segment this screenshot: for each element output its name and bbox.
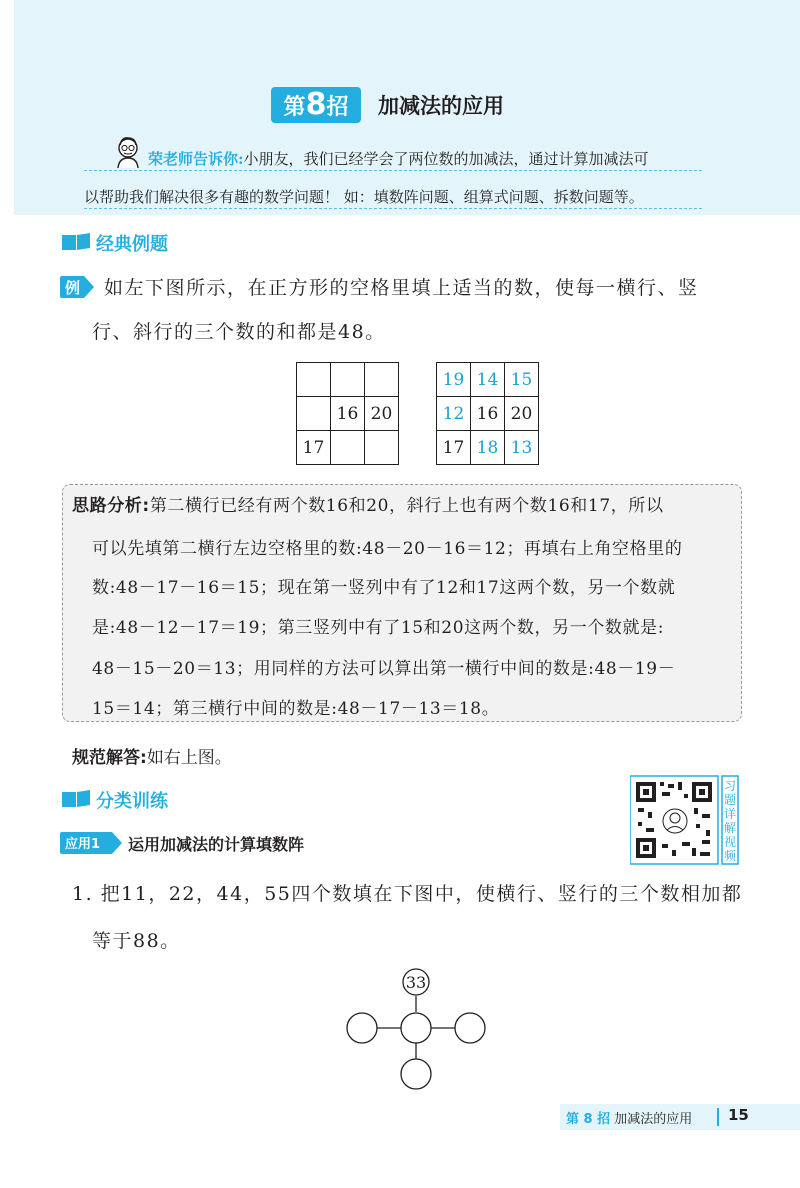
analysis-box: [62, 484, 742, 722]
teacher-avatar-icon: [110, 133, 146, 169]
qr-code-icon[interactable]: [630, 774, 740, 866]
answer-label: 规范解答:: [72, 748, 147, 768]
grid-cell: [331, 431, 365, 465]
section-title-examples: 经典例题: [96, 234, 168, 255]
tip-text-1: 小朋友，我们已经学会了两位数的加减法，通过计算加减法可: [243, 150, 649, 168]
footer-divider: [717, 1108, 719, 1126]
question-1-line-1: 1. 把11，22，44，55四个数填在下图中，使横行、竖行的三个数相加都: [72, 883, 743, 905]
title-badge: 第8招: [271, 87, 361, 123]
grid-cell: 13: [505, 431, 539, 465]
example-badge: [60, 276, 94, 298]
circle-bottom: [401, 1059, 431, 1089]
application-title: 运用加减法的计算填数阵: [128, 835, 305, 854]
magic-square-solved: [436, 362, 539, 465]
grid-cell: 17: [437, 431, 471, 465]
grid-cell: [365, 363, 399, 397]
book-icon: [60, 789, 96, 809]
qr-caption-char: 习: [723, 779, 737, 793]
analysis-line-5: 48－15－20＝13；用同样的方法可以算出第一横行中间的数是:48－19－: [92, 659, 676, 679]
footer-chapter-label: 第 8 招 加减法的应用: [566, 1112, 693, 1127]
question-1-line-2: 等于88。: [92, 930, 181, 952]
grid-cell: 17: [297, 431, 331, 465]
application-badge: [60, 832, 122, 854]
grid-cell: [365, 431, 399, 465]
magic-square-blank: [296, 362, 399, 465]
grid-cell: [331, 363, 365, 397]
grid-row: [437, 397, 539, 431]
qr-caption: [724, 779, 737, 863]
grid-cell: 18: [471, 431, 505, 465]
circle-center: [401, 1013, 431, 1043]
standard-answer: [72, 743, 232, 768]
grid-cell: 16: [331, 397, 365, 431]
section-title-training: 分类训练: [96, 791, 168, 812]
grid-cell: 20: [365, 397, 399, 431]
analysis-line-1: 思路分析:第二横行已经有两个数16和20，斜行上也有两个数16和17，所以: [72, 496, 664, 516]
grid-cell: 12: [437, 397, 471, 431]
grid-row: [297, 397, 399, 431]
qr-caption-char: 解: [723, 821, 737, 835]
example-badge-label: 例: [65, 279, 81, 297]
grid-cell: 19: [437, 363, 471, 397]
circle-right: [455, 1013, 485, 1043]
grid-cell: [297, 363, 331, 397]
grid-cell: 15: [505, 363, 539, 397]
qr-caption-char: 频: [723, 849, 737, 863]
page-number: 15: [728, 1106, 749, 1124]
dotted-rule: [84, 170, 702, 171]
grid-cell: 14: [471, 363, 505, 397]
application-badge-label: 应用1: [65, 837, 101, 852]
qr-caption-char: 详: [723, 807, 737, 821]
grid-row: [297, 363, 399, 397]
grid-row: [437, 431, 539, 465]
qr-caption-char: 视: [723, 835, 737, 849]
page-title: 加减法的应用: [378, 94, 504, 118]
analysis-line-3: 数:48－17－16＝15；现在第一竖列中有了12和17这两个数，另一个数就: [92, 578, 676, 598]
tip-line-1: [148, 148, 649, 169]
grid-cell: 20: [505, 397, 539, 431]
grid-row: [437, 363, 539, 397]
circle-left: [347, 1013, 377, 1043]
given-number: 33: [405, 973, 427, 992]
grid-row: [297, 431, 399, 465]
grid-cell: [297, 397, 331, 431]
grid-cell: 16: [471, 397, 505, 431]
tip-label: 荣老师告诉你:: [148, 150, 244, 168]
answer-text: 如右上图。: [146, 748, 232, 768]
analysis-line-2: 可以先填第二横行左边空格里的数:48－20－16＝12；再填右上角空格里的: [92, 539, 683, 559]
analysis-line-4: 是:48－12－17＝19；第三竖列中有了15和20这两个数，另一个数就是:: [92, 618, 665, 638]
dotted-rule: [84, 208, 702, 209]
analysis-label: 思路分析:: [72, 496, 150, 516]
book-icon: [60, 232, 96, 252]
analysis-line-6: 15＝14；第三横行中间的数是:48－17－13＝18。: [92, 699, 500, 719]
number-circle-diagram: [340, 962, 490, 1092]
example-text-line-1: 如左下图所示，在正方形的空格里填上适当的数，使每一横行、竖: [104, 277, 699, 299]
example-text-line-2: 行、斜行的三个数的和都是48。: [92, 321, 386, 343]
qr-caption-char: 题: [723, 793, 737, 807]
tip-line-2: 以帮助我们解决很多有趣的数学问题！ 如：填数阵问题、组算式问题、拆数问题等。: [84, 188, 644, 206]
